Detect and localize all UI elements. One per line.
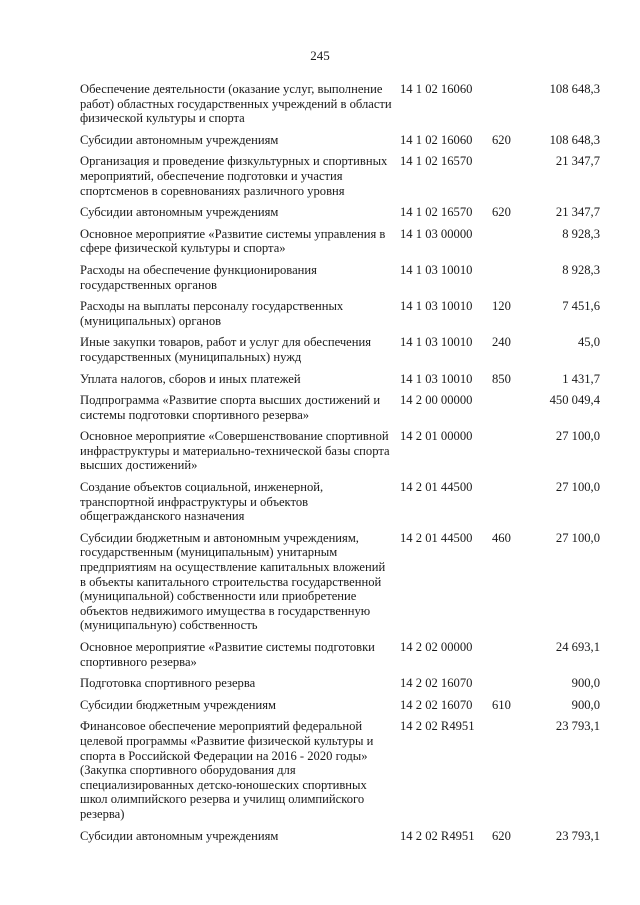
row-code: 14 2 00 00000: [400, 393, 473, 408]
row-code: 14 2 01 44500: [400, 530, 473, 545]
row-type: 620: [492, 132, 511, 147]
row-amount: 900,0: [571, 697, 600, 712]
row-code: 14 2 02 R4951: [400, 719, 475, 734]
row-type: [492, 227, 530, 256]
table-row: [80, 372, 600, 387]
row-amount: 108 648,3: [549, 82, 600, 96]
table-row: [80, 698, 600, 713]
row-code: 14 1 02 16060: [400, 82, 473, 96]
row-code: 14 1 03 10010: [400, 262, 473, 277]
row-name: Субсидии автономным учреждениям: [80, 828, 279, 843]
table-row: [80, 263, 600, 292]
row-amount: 450 049,4: [549, 393, 600, 408]
row-type: [492, 480, 530, 524]
row-code: 14 2 02 R4951: [400, 828, 475, 843]
table-row: [80, 719, 600, 821]
row-type: 240: [492, 335, 511, 350]
row-code: 14 2 02 16070: [400, 676, 473, 691]
row-amount: 23 793,1: [555, 828, 600, 843]
row-name: Субсидии бюджетным учреждениям: [80, 697, 276, 712]
table-row: [80, 393, 600, 422]
row-amount: 900,0: [571, 676, 600, 691]
table-row: [80, 531, 600, 633]
row-code: 14 1 02 16570: [400, 205, 473, 220]
row-amount: 8 928,3: [562, 226, 600, 241]
row-name: Основное мероприятие «Развитие системы управления в сфере физической культуры и спорта»: [80, 226, 386, 256]
table-row: [80, 676, 600, 691]
row-code: 14 1 03 10010: [400, 371, 473, 386]
row-amount: 27 100,0: [555, 429, 600, 444]
row-amount: 21 347,7: [555, 205, 600, 220]
row-code: 14 2 02 16070: [400, 697, 473, 712]
row-type: [492, 393, 530, 422]
row-amount: 23 793,1: [555, 719, 600, 734]
row-type: 460: [492, 530, 511, 545]
row-code: 14 1 02 16570: [400, 154, 473, 169]
table-row: [80, 82, 600, 126]
row-amount: 24 693,1: [555, 640, 600, 654]
table-row: [80, 133, 600, 148]
row-name: Субсидии автономным учреждениям: [80, 132, 279, 147]
row-amount: 1 431,7: [562, 371, 600, 386]
row-type: [492, 719, 530, 821]
row-name: Иные закупки товаров, работ и услуг для обеспечения государственных (муниципальных) нужд: [80, 335, 372, 364]
row-amount: 27 100,0: [555, 530, 600, 545]
table-row: [80, 299, 600, 328]
row-name: Подпрограмма «Развитие спорта высших достижений и системы подготовки спортивного резерва»: [80, 393, 381, 422]
row-name: Расходы на обеспечение функционирования государственных органов: [80, 262, 317, 292]
row-type: [492, 263, 530, 292]
row-name: Обеспечение деятельности (оказание услуг, выполнение работ) областных государственных учреждений в области физической культуры и спорта: [80, 82, 392, 126]
table-row: [80, 227, 600, 256]
row-type: [492, 429, 530, 473]
row-name: Подготовка спортивного резерва: [80, 676, 256, 691]
row-amount: 45,0: [577, 335, 600, 350]
row-name: Создание объектов социальной, инженерной, транспортной инфраструктуры и объектов общегражданского назначения: [80, 480, 324, 524]
row-type: 620: [492, 828, 511, 843]
table-row: [80, 640, 600, 669]
row-amount: 21 347,7: [555, 154, 600, 169]
budget-table: [80, 82, 600, 850]
table-row: [80, 205, 600, 220]
row-code: 14 2 01 44500: [400, 480, 473, 495]
row-code: 14 2 01 00000: [400, 429, 473, 444]
row-name: Основное мероприятие «Совершенствование спортивной инфраструктуры и материально-технической базы спорта высших достижений»: [80, 429, 390, 473]
row-name: Расходы на выплаты персоналу государственных (муниципальных) органов: [80, 299, 344, 328]
table-row: [80, 480, 600, 524]
row-type: 620: [492, 205, 511, 220]
row-name: Финансовое обеспечение мероприятий федеральной целевой программы «Развитие физической культуры и спорта в Российской Федерации на 2016 - 2020 годы» (Закупка спортивного оборудования для специализированных детско-юношеских спортивных школ олимпийского резерва и училищ олимпийского резерва): [80, 719, 374, 821]
row-code: 14 1 02 16060: [400, 132, 473, 147]
row-type: 120: [492, 299, 511, 314]
row-amount: 27 100,0: [555, 480, 600, 495]
row-type: [492, 676, 530, 691]
row-type: [492, 154, 530, 198]
row-type: 850: [492, 371, 511, 386]
row-type: [492, 640, 530, 669]
row-type: [492, 82, 530, 126]
row-code: 14 2 02 00000: [400, 640, 473, 654]
row-amount: 7 451,6: [562, 299, 600, 314]
table-row: [80, 335, 600, 364]
row-name: Субсидии бюджетным и автономным учреждениям, государственным (муниципальным) унитарным предприятиям на осуществление капитальных вложений в объекты капитального строительства государственной (муниципальной) собственности или приобретение объектов недвижимого имущества в государственную (муниципальную) собственность: [80, 530, 386, 633]
row-code: 14 1 03 10010: [400, 335, 473, 350]
row-name: Основное мероприятие «Развитие системы подготовки спортивного резерва»: [80, 640, 375, 669]
row-code: 14 1 03 00000: [400, 226, 473, 241]
row-name: Уплата налогов, сборов и иных платежей: [80, 371, 301, 386]
table-row: [80, 829, 600, 844]
row-type: 610: [492, 697, 511, 712]
page-number: 245: [310, 48, 330, 63]
row-amount: 8 928,3: [562, 262, 600, 277]
row-amount: 108 648,3: [549, 132, 600, 147]
row-name: Организация и проведение физкультурных и спортивных мероприятий, обеспечение подготовки и участия спортсменов в соревнованиях различного уровня: [80, 154, 388, 198]
table-row: [80, 429, 600, 473]
row-name: Субсидии автономным учреждениям: [80, 205, 279, 220]
table-row: [80, 154, 600, 198]
row-code: 14 1 03 10010: [400, 299, 473, 314]
